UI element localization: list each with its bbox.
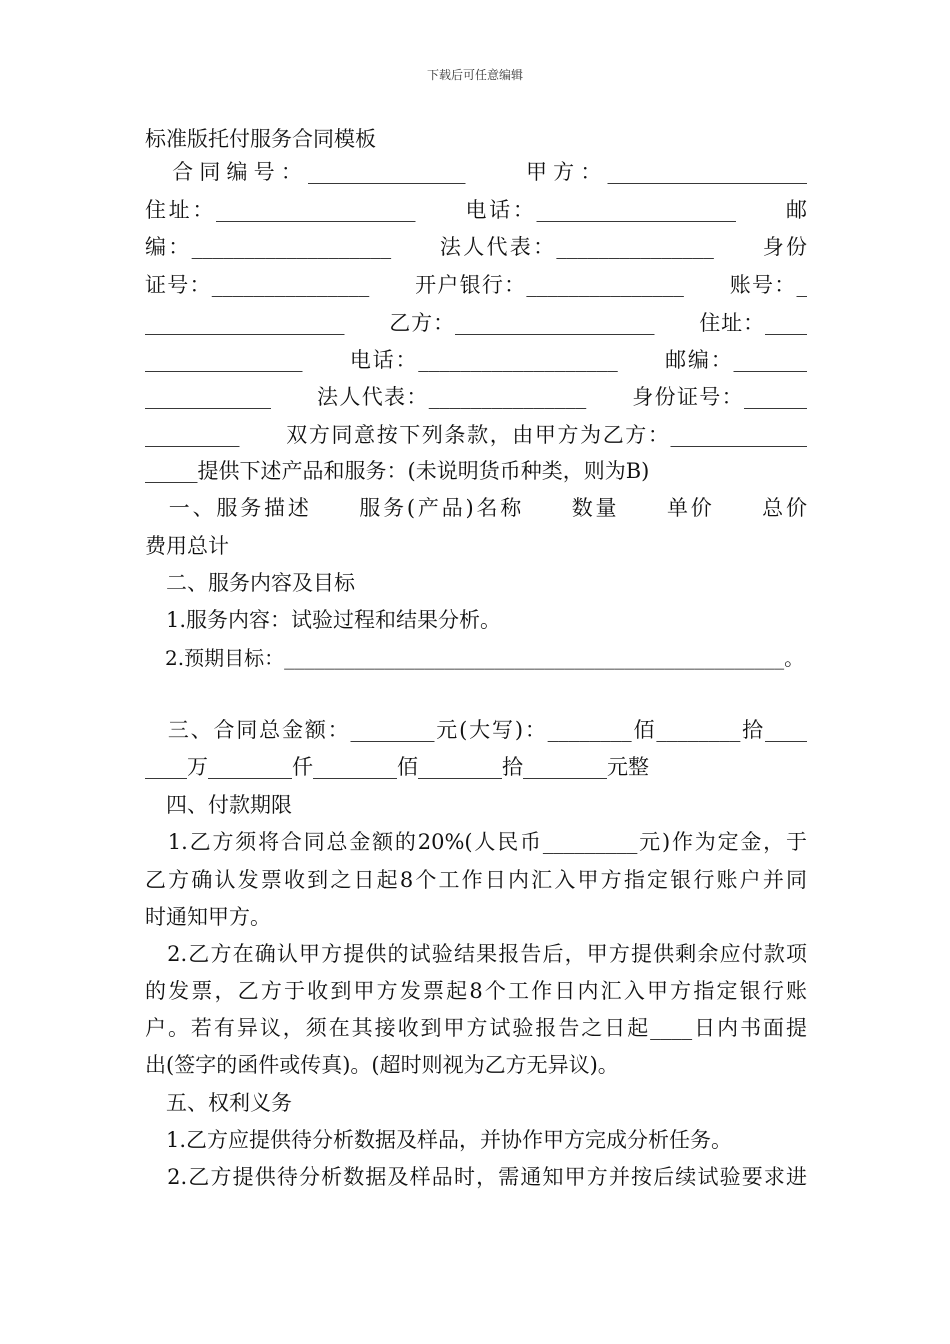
service-table-header: 一、服务描述 服务(产品)名称 数量 单价 总价 <box>145 496 807 520</box>
document-title: 标准版托付服务合同模板 <box>145 127 376 151</box>
clause-line: 2.乙方在确认甲方提供的试验结果报告后，甲方提供剩余应付款项 <box>145 942 807 966</box>
clause-line: 乙方确认发票收到之日起8个工作日内汇入甲方指定银行账户并同 <box>145 868 807 892</box>
clause-line: 的发票，乙方于收到甲方发票起8个工作日内汇入甲方指定银行账 <box>145 979 807 1003</box>
section-heading: 五、权利义务 <box>145 1091 292 1115</box>
clause-line: 三、合同总金额：________元(大写)：________佰________拾____ <box>145 718 807 742</box>
contract-line: 编：___________________ 法人代表：_______________ 身份 <box>145 235 807 259</box>
clause-line: 2.预期目标：__________________________________________________。 <box>145 646 805 670</box>
clause-line: 时通知甲方。 <box>145 905 271 929</box>
contract-line: _______________ 电话：___________________ 邮编：_______ <box>145 348 807 372</box>
contract-line: ____________ 法人代表：_______________ 身份证号：______ <box>145 385 807 409</box>
page-header: 下载后可任意编辑 <box>426 68 523 82</box>
contract-line: 费用总计 <box>145 534 229 558</box>
clause-line: ____万________仟________佰________拾________元整 <box>145 755 649 779</box>
section-heading: 二、服务内容及目标 <box>145 571 355 595</box>
clause-line: 出(签字的函件或传真)。(超时则视为乙方无异议)。 <box>145 1053 619 1077</box>
contract-line: _________ 双方同意按下列条款，由甲方为乙方：_____________ <box>145 423 807 447</box>
clause-line: 2.乙方提供待分析数据及样品时，需通知甲方并按后续试验要求进 <box>145 1165 807 1189</box>
clause-line: 1.服务内容：试验过程和结果分析。 <box>145 608 502 632</box>
contract-line: ___________________ 乙方：___________________ 住址：____ <box>145 311 807 335</box>
clause-line: 户。若有异议，须在其接收到甲方试验报告之日起____日内书面提 <box>145 1016 807 1040</box>
contract-line: 合同编号：_______________ 甲方：___________________ <box>145 160 807 184</box>
section-heading: 四、付款期限 <box>145 793 292 817</box>
contract-line: 证号：_______________ 开户银行：_______________ 账号：_ <box>145 273 807 297</box>
clause-line: 1.乙方须将合同总金额的20%(人民币_________元)作为定金，于 <box>145 830 807 854</box>
contract-line: 住址：___________________ 电话：___________________ 邮 <box>145 198 807 222</box>
contract-line: _____提供下述产品和服务：(未说明货币种类，则为B) <box>145 459 650 483</box>
clause-line: 1.乙方应提供待分析数据及样品，并协作甲方完成分析任务。 <box>145 1128 733 1152</box>
